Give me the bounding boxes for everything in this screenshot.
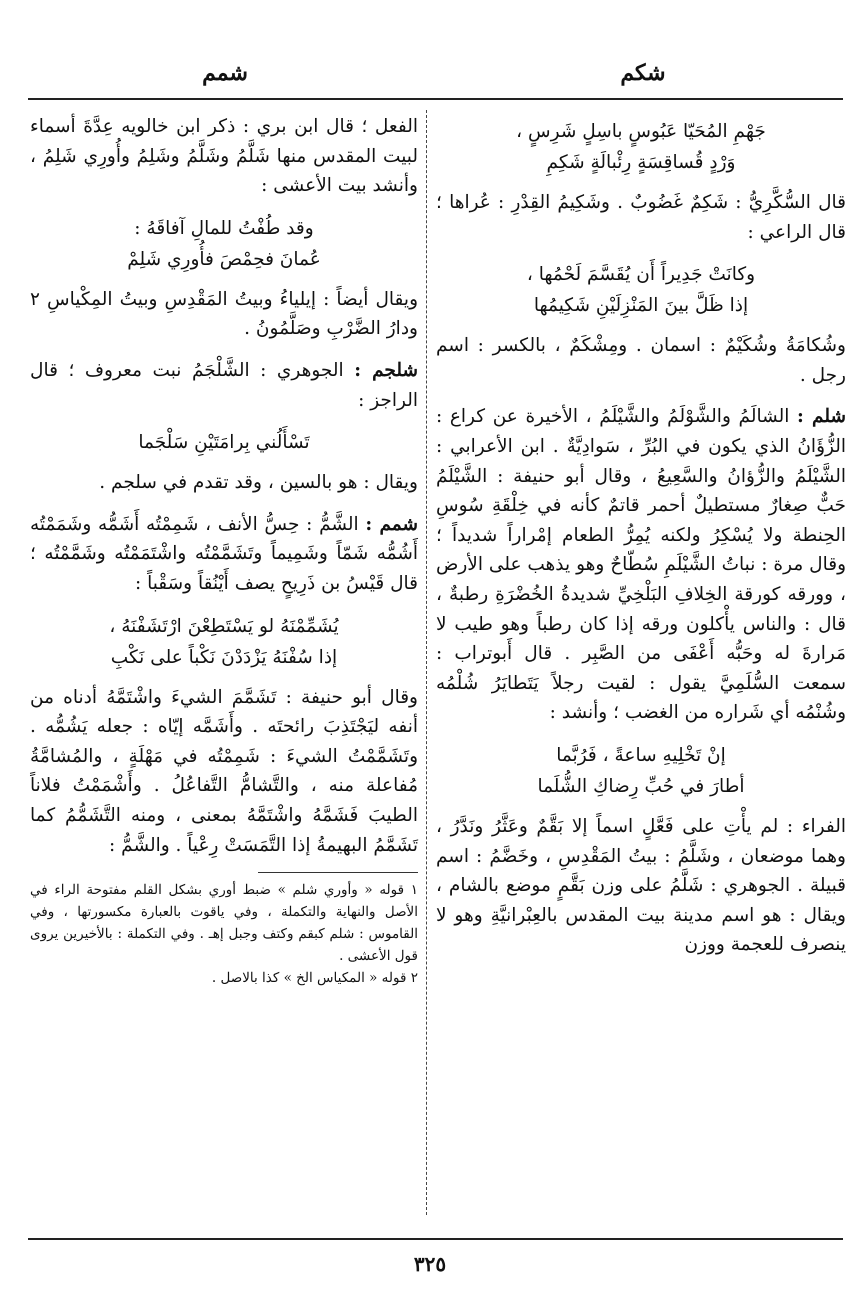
verse bbox=[436, 740, 846, 802]
verse bbox=[436, 116, 846, 178]
verse-line: وقد طُفْتُ للمالِ آفاقَهُ : bbox=[134, 217, 314, 239]
verse-line: تَسْأَلُني بِرامَتَيْنِ سَلْجَما bbox=[138, 432, 310, 454]
header-rule bbox=[28, 98, 843, 100]
headword: شمم : bbox=[365, 513, 418, 535]
verse bbox=[30, 213, 418, 275]
verse-line: يُشَمِّمْنَهُ لو يَسْتَطِعْنَ ارْتَشَفْنَهُ ، bbox=[109, 615, 339, 637]
running-head-left: شمم bbox=[202, 60, 248, 86]
right-column bbox=[436, 112, 846, 972]
verse-line: أطارَ في حُبِّ رِضاكِ الشُّلَما bbox=[537, 775, 745, 797]
entry-text: الشَّمُّ : حِسُّ الأنف ، شَمِمْتُه أَشَمُّه وشَمَمْتُه أَشُمُّه شَمّاً وشَمِيماً وتَشَمَّمْتُه واشْتَمَمْتُه وشَمَّمْتُه ؛ قال قَيْسُ بن ذَرِيحٍ يصف أَيْنُقاً وسَقْباً : bbox=[30, 513, 418, 594]
left-column bbox=[30, 112, 418, 989]
verse-line: إذا سُفْنَهُ يَزْدَدْنَ نَكْباً على نَكْبِ bbox=[110, 646, 338, 668]
footer-rule bbox=[28, 1238, 843, 1240]
page-number: ٣٢٥ bbox=[413, 1252, 447, 1276]
paragraph: الفعل ؛ قال ابن بري : ذكر ابن خالويه عِدَّةَ أسماء لبيت المقدس منها شَلَّمُ وشَلَّمُ وشَلِمُ وأُورِي شَلِمُ ، وأنشد بيت الأعشى : bbox=[30, 116, 418, 197]
footnote-rule bbox=[258, 872, 418, 873]
verse bbox=[436, 259, 846, 321]
entry-shlm bbox=[436, 402, 846, 728]
footnote: ٢ قوله « المكياس الخ » كذا بالاصل . bbox=[211, 970, 418, 987]
paragraph: الفراء : لم يأْتِ على فَعَّلٍ اسماً إلا بَقَّمٌ وعَثَّرُ ونَدَّرُ ، وهما موضعان ، وشَلَّمُ : بيتُ المَقْدِسِ ، وخَضَّمُ : اسم قبيلة . الجوهري : شَلَّمُ على وزن بَقَّمٍ موضع بالشام ، ويقال : هو اسم مدينة بيت المقدس بالعِبْرانيَّةِ وهو لا ينصرف للعجمة ووزن bbox=[436, 815, 846, 956]
footnote: ١ قوله « وأوري شلم » ضبط أوري بشكل القلم مفتوحة الراء في الأصل والنهاية والتكملة ، وفي ياقوت بالعبارة مكسورتها ، وفي القاموس : شلم كبقم وكتف وجبل إهـ . وفي التكملة : بالأخيرين يروى قول الأعشى . bbox=[30, 882, 418, 965]
paragraph: وشُكامَةُ وشُكَيْمٌ : اسمان . ومِشْكَمٌ ، بالكسر : اسم رجل . bbox=[436, 335, 846, 386]
entry-shljm bbox=[30, 356, 418, 415]
headword: شلجم : bbox=[354, 359, 418, 381]
paragraph: قال السُّكَّرِيُّ : شَكِمٌ غَضُوبٌ . وشَكِيمُ القِدْرِ : عُراها ؛ قال الراعي : bbox=[436, 192, 846, 243]
verse-line: إنْ تَخْلِيهِ ساعةً ، فَرُبَّما bbox=[556, 744, 726, 766]
verse-line: جَهْمِ المُحَيّا عَبُوسٍ باسِلٍ شَرِسٍ ، bbox=[516, 121, 766, 142]
verse-line: وَرْدٍ قُساقِسَةٍ رِئْبالَةٍ شَكِمِ bbox=[546, 152, 736, 173]
headword: شلم : bbox=[797, 406, 846, 428]
verse bbox=[30, 427, 418, 458]
paragraph: ويقال أيضاً : إيلياءُ وبيتُ المَقْدِسِ وبيتُ المِكْياسِ ٢ ودارُ الضَّرْبِ وصَلَّمُونُ . bbox=[30, 288, 418, 340]
verse-line: إذا ظَلَّ بينَ المَنْزِلَيْنِ شَكِيمُها bbox=[533, 295, 749, 317]
entry-text: الشالَمُ والشَّوْلَمُ والشَّيْلَمُ ، الأخيرة عن كراع : الزُّؤَانُ الذي يكون في البُرِّ ، سَوادِيَّةٌ . ابن الأعرابي : الشَّيْلَمُ والزُّؤانُ والسَّعِيعُ ، وقال أبو حنيفة : الشَّيْلَمُ حَبٌّ صِغارٌ مستطيلٌ أحمر قاتمٌ كأنه في خِلْقَةِ سُوسِ الحِنطة ولا يُسْكِرُ ولكنه يُمِرُّ الطعام إمْراراً شديداً ؛ وقال مرة : نباتُ الشَّيْلَمِ سُطّاحٌ وهو يذهب على الأرض ، وورقه كورقة الخِلافِ البَلْخِيِّ شديدةُ الخُضْرَةِ رطبةٌ ، قال : والناس يأْكلون ورقه إذا كان رطباً وهو طيب لا مَرارةَ له وحَبُّه أَعْفَى من الصَّبِر . قال أَبوتراب : سمعت السُّلَمِيَّ يقول : لقيت رجلاً يَتَطايَرُ شُلْمُه وشُنْمُه أي شَراره من الغضب ؛ وأنشد : bbox=[436, 406, 846, 724]
column-divider bbox=[426, 110, 427, 1215]
verse-line: عُمانَ فحِمْصَ فأُورِي شَلِمْ bbox=[127, 248, 321, 270]
entry-shmm bbox=[30, 510, 418, 599]
entry-text: الجوهري : الشَّلْجَمُ نبت معروف ؛ قال الراجز : bbox=[30, 359, 418, 411]
paragraph: ويقال : هو بالسين ، وقد تقدم في سلجم . bbox=[99, 472, 418, 494]
running-head-right: شكم bbox=[620, 60, 666, 86]
verse-line: وكانَتْ جَدِيراً أَن يُقَسَّمَ لَحْمُها ، bbox=[526, 264, 756, 286]
verse bbox=[30, 611, 418, 673]
paragraph: وقال أبو حنيفة : تَشَمَّمَ الشيءَ واشْتَمَّهُ أدناه من أنفه ليَجْتَذِبَ رائحتَه . وأَشَمَّه إيّاه : جعله يَشُمُّه . وتَشَمَّمْتُ الشيءَ : شَمِمْتُه في مَهْلَةٍ ، والمُشامَّةُ مُفاعلة منه ، والتَّشامُّ التَّفاعُلُ . وأَشْمَمْتُ فلاناً الطيبَ فَشَمَّهُ واشْتَمَّهُ بمعنى ، ومنه التَّشَمُّمُ كما تَشَمَّمُ البهيمةُ إذا التَّمَسَتْ رِعْياً . والشَّمُّ : bbox=[30, 686, 418, 856]
